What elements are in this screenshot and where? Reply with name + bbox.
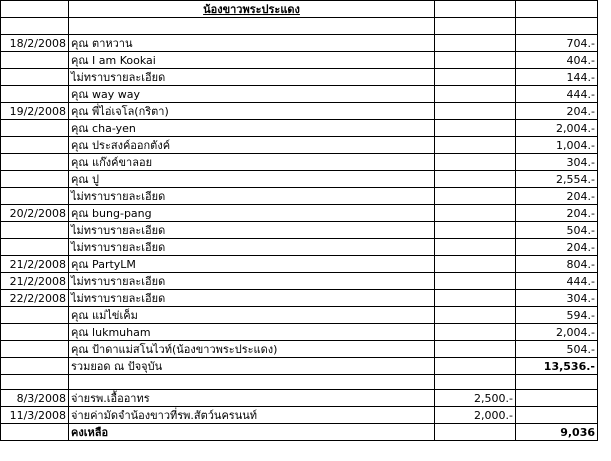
cell[interactable] xyxy=(1,358,69,375)
cell[interactable] xyxy=(435,424,516,441)
table-row xyxy=(1,239,598,256)
expense-name-cell[interactable]: จ่ายรพ.เอื้ออาทร xyxy=(69,390,435,407)
cell[interactable] xyxy=(435,239,516,256)
table-row xyxy=(1,273,598,290)
date-cell[interactable] xyxy=(1,171,69,188)
table-row xyxy=(1,137,598,154)
amount-cell[interactable]: 304.- xyxy=(516,290,598,307)
cell[interactable] xyxy=(1,18,69,35)
amount-cell[interactable]: 304.- xyxy=(516,154,598,171)
cell[interactable] xyxy=(435,171,516,188)
name-cell[interactable]: คุณ cha-yen xyxy=(69,120,435,137)
date-cell[interactable]: 21/2/2008 xyxy=(1,273,69,290)
amount-cell[interactable]: 204.- xyxy=(516,239,598,256)
cell[interactable] xyxy=(516,375,598,390)
table-row xyxy=(1,171,598,188)
date-cell[interactable]: 21/2/2008 xyxy=(1,256,69,273)
cell[interactable] xyxy=(435,137,516,154)
cell[interactable] xyxy=(435,188,516,205)
expense-amount-cell[interactable]: 2,500.- xyxy=(435,390,516,407)
name-cell[interactable]: ไม่ทราบรายละเอียด xyxy=(69,290,435,307)
table-row xyxy=(1,154,598,171)
date-cell[interactable] xyxy=(1,137,69,154)
date-cell[interactable] xyxy=(1,69,69,86)
amount-cell[interactable]: 204.- xyxy=(516,205,598,222)
name-cell[interactable]: ไม่ทราบรายละเอียด xyxy=(69,69,435,86)
date-cell[interactable] xyxy=(1,120,69,137)
table-row xyxy=(1,307,598,324)
cell[interactable] xyxy=(435,307,516,324)
cell[interactable] xyxy=(435,86,516,103)
date-cell[interactable]: 11/3/2008 xyxy=(1,407,69,424)
sheet-title[interactable]: น้องขาวพระประแดง xyxy=(69,1,435,18)
date-cell[interactable] xyxy=(1,341,69,358)
cell[interactable] xyxy=(69,18,435,35)
cell[interactable] xyxy=(1,424,69,441)
amount-cell[interactable]: 204.- xyxy=(516,103,598,120)
table-row xyxy=(1,188,598,205)
table-row xyxy=(1,35,598,52)
amount-cell[interactable]: 2,004.- xyxy=(516,120,598,137)
amount-cell[interactable]: 444.- xyxy=(516,86,598,103)
table-row xyxy=(1,103,598,120)
table-row xyxy=(1,256,598,273)
cell[interactable] xyxy=(435,103,516,120)
amount-cell[interactable]: 804.- xyxy=(516,256,598,273)
amount-cell[interactable]: 2,554.- xyxy=(516,171,598,188)
cell[interactable] xyxy=(435,205,516,222)
cell[interactable] xyxy=(516,390,598,407)
balance-amount[interactable]: 9,036 xyxy=(516,424,598,441)
cell[interactable] xyxy=(435,1,516,18)
name-cell[interactable]: คุณ ปู xyxy=(69,171,435,188)
cell[interactable] xyxy=(435,358,516,375)
table-row xyxy=(1,324,598,341)
name-cell[interactable]: ไม่ทราบรายละเอียด xyxy=(69,188,435,205)
date-cell[interactable] xyxy=(1,307,69,324)
date-cell[interactable] xyxy=(1,86,69,103)
expense-row xyxy=(1,390,598,407)
cell[interactable] xyxy=(435,375,516,390)
date-cell[interactable] xyxy=(1,239,69,256)
amount-cell[interactable]: 504.- xyxy=(516,341,598,358)
cell[interactable] xyxy=(435,52,516,69)
amount-cell[interactable]: 204.- xyxy=(516,188,598,205)
total-label[interactable]: รวมยอด ณ ปัจจุบัน xyxy=(69,358,435,375)
date-cell[interactable]: 18/2/2008 xyxy=(1,35,69,52)
date-cell[interactable] xyxy=(1,324,69,341)
table-row xyxy=(1,290,598,307)
cell[interactable] xyxy=(1,1,69,18)
name-cell[interactable]: คุณ ตาหวาน xyxy=(69,35,435,52)
expense-name-cell[interactable]: จ่ายค่ามัดจำน้องขาวที่รพ.สัตว์นครนนท์ xyxy=(69,407,435,424)
cell[interactable] xyxy=(435,154,516,171)
cell[interactable] xyxy=(435,290,516,307)
cell[interactable] xyxy=(435,324,516,341)
table-row xyxy=(1,69,598,86)
amount-cell[interactable]: 444.- xyxy=(516,273,598,290)
blank-row xyxy=(1,375,598,390)
amount-cell[interactable]: 404.- xyxy=(516,52,598,69)
amount-cell[interactable]: 504.- xyxy=(516,222,598,239)
cell[interactable] xyxy=(435,69,516,86)
cell[interactable] xyxy=(516,1,598,18)
cell[interactable] xyxy=(1,375,69,390)
table-row xyxy=(1,222,598,239)
name-cell[interactable]: ไม่ทราบรายละเอียด xyxy=(69,273,435,290)
date-cell[interactable] xyxy=(1,222,69,239)
date-cell[interactable] xyxy=(1,188,69,205)
amount-cell[interactable]: 144.- xyxy=(516,69,598,86)
title-row xyxy=(1,1,598,18)
name-cell[interactable]: คุณ แม่ไข่เค็ม xyxy=(69,307,435,324)
cell[interactable] xyxy=(435,222,516,239)
name-cell[interactable]: คุณ PartyLM xyxy=(69,256,435,273)
name-cell[interactable]: คุณ lukmuham xyxy=(69,324,435,341)
table-row xyxy=(1,341,598,358)
date-cell[interactable]: 20/2/2008 xyxy=(1,205,69,222)
name-cell[interactable]: คุณ แก๊งค์ขาลอย xyxy=(69,154,435,171)
name-cell[interactable]: คุณ ประสงค์ออกตังค์ xyxy=(69,137,435,154)
name-cell[interactable]: คุณ way way xyxy=(69,86,435,103)
table-row xyxy=(1,120,598,137)
amount-cell[interactable]: 1,004.- xyxy=(516,137,598,154)
name-cell[interactable]: ไม่ทราบรายละเอียด xyxy=(69,239,435,256)
date-cell[interactable]: 8/3/2008 xyxy=(1,390,69,407)
total-row xyxy=(1,358,598,375)
name-cell[interactable]: คุณ bung-pang xyxy=(69,205,435,222)
cell[interactable] xyxy=(435,35,516,52)
date-cell[interactable]: 19/2/2008 xyxy=(1,103,69,120)
date-cell[interactable]: 22/2/2008 xyxy=(1,290,69,307)
total-amount[interactable]: 13,536.- xyxy=(516,358,598,375)
amount-cell[interactable]: 704.- xyxy=(516,35,598,52)
cell[interactable] xyxy=(435,256,516,273)
amount-cell[interactable]: 2,004.- xyxy=(516,324,598,341)
name-cell[interactable]: คุณ พี่ไอ่เจโล(กริตา) xyxy=(69,103,435,120)
date-cell[interactable] xyxy=(1,52,69,69)
cell[interactable] xyxy=(435,18,516,35)
blank-row xyxy=(1,18,598,35)
balance-row xyxy=(1,424,598,441)
expense-row xyxy=(1,407,598,424)
name-cell[interactable]: ไม่ทราบรายละเอียด xyxy=(69,222,435,239)
expense-amount-cell[interactable]: 2,000.- xyxy=(435,407,516,424)
cell[interactable] xyxy=(516,407,598,424)
date-cell[interactable] xyxy=(1,154,69,171)
table-row xyxy=(1,52,598,69)
name-cell[interactable]: คุณ I am Kookai xyxy=(69,52,435,69)
name-cell[interactable]: คุณ ป้าดาแม่สโนไวท์(น้องขาวพระประแดง) xyxy=(69,341,435,358)
table-row xyxy=(1,86,598,103)
cell[interactable] xyxy=(435,341,516,358)
table-row xyxy=(1,205,598,222)
balance-label[interactable]: คงเหลือ xyxy=(69,424,435,441)
cell[interactable] xyxy=(516,18,598,35)
cell[interactable] xyxy=(69,375,435,390)
cell[interactable] xyxy=(435,273,516,290)
cell[interactable] xyxy=(435,120,516,137)
amount-cell[interactable]: 594.- xyxy=(516,307,598,324)
